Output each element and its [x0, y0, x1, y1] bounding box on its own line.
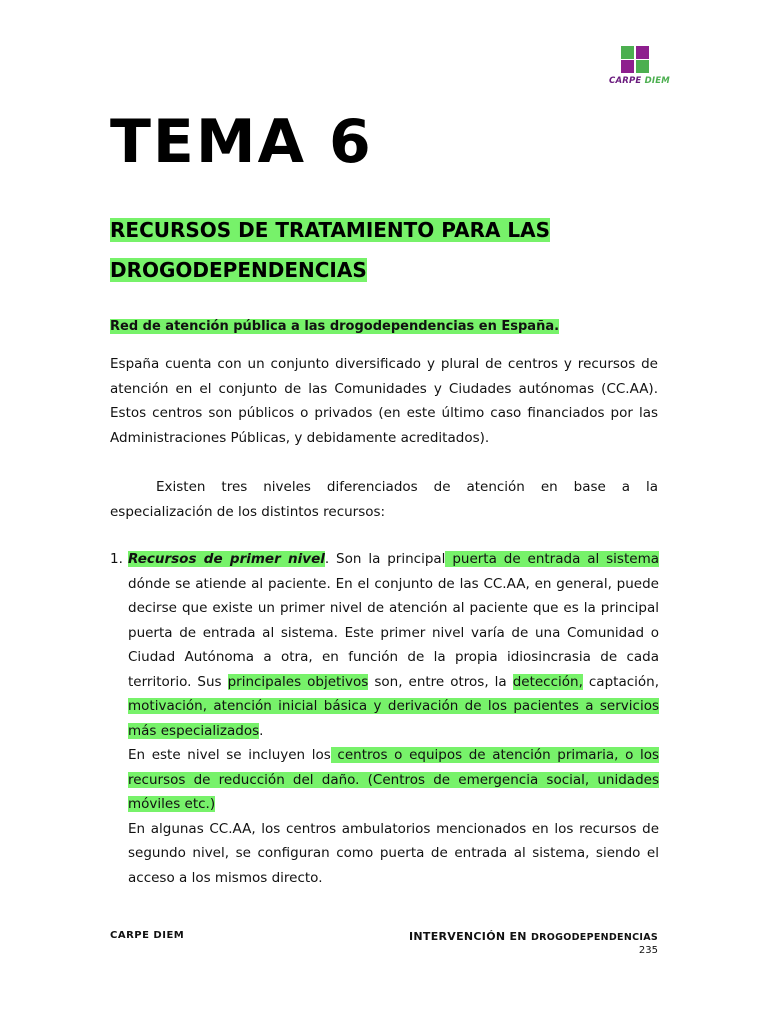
logo-square-top-right: [636, 46, 649, 59]
logo-square-bottom-right: [636, 60, 649, 73]
list-number: 1.: [110, 551, 123, 567]
page-number: 235: [638, 945, 658, 956]
footer-left: CARPE DIEM: [110, 930, 185, 941]
list-item-paragraph-3: En algunas CC.AA, los centros ambulatorios mencionados en los recursos de segundo nivel, se configuran como puerta de entrada al sistema, siendo el acceso a los mismos directo.: [128, 820, 659, 886]
footer-right: INTERVENCIÓN EN DROGODEPENDENCIAS: [409, 930, 658, 943]
logo-square-bottom-left: [621, 60, 634, 73]
subtitle-line-2: DROGODEPENDENCIAS: [110, 258, 367, 282]
subtitle-line-1: RECURSOS DE TRATAMIENTO PARA LAS: [110, 218, 551, 242]
levels-paragraph: Existen tres niveles diferenciados de atención en base a la especialización de los distintos recursos:: [110, 479, 658, 520]
intro-paragraph: España cuenta con un conjunto diversificado y plural de centros y recursos de atención en el conjunto de las Comunidades y Ciudades autónomas (CC.AA). Estos centros son públicos o privados (en este último caso financiados por las Administraciones Públicas, y debidamente acreditados).: [110, 356, 658, 446]
page-title: TEMA 6: [110, 107, 373, 177]
list-item-paragraph-1: Recursos de primer nivel. Son la principal puerta de entrada al sistema dónde se atiende al paciente. En el conjunto de las CC.AA, en general, puede decirse que existe un primer nivel de atención al paciente que es la principal puerta de entrada al sistema. Este primer nivel varía de una Comunidad o Ciudad Autónoma a otra, en función de la propia idiosincrasia de cada territorio. Sus principales objetivos son, entre otros, la detección, captación, motivación, atención inicial básica y derivación de los pacientes a servicios más especializados.: [128, 551, 659, 739]
list-item-first-level: [128, 547, 659, 890]
list-item-paragraph-2: En este nivel se incluyen los centros o equipos de atención primaria, o los recursos de reducción del daño. (Centros de emergencia social, unidades móviles etc.): [128, 747, 660, 812]
chapter-subtitle: [110, 210, 670, 290]
list-item-title: Recursos de primer nivel: [128, 551, 325, 567]
logo-square-top-left: [621, 46, 634, 59]
carpe-diem-logo: [609, 44, 670, 90]
section-heading: Red de atención pública a las drogodependencias en España.: [110, 319, 560, 334]
logo-text: CARPE DIEM: [609, 76, 670, 86]
